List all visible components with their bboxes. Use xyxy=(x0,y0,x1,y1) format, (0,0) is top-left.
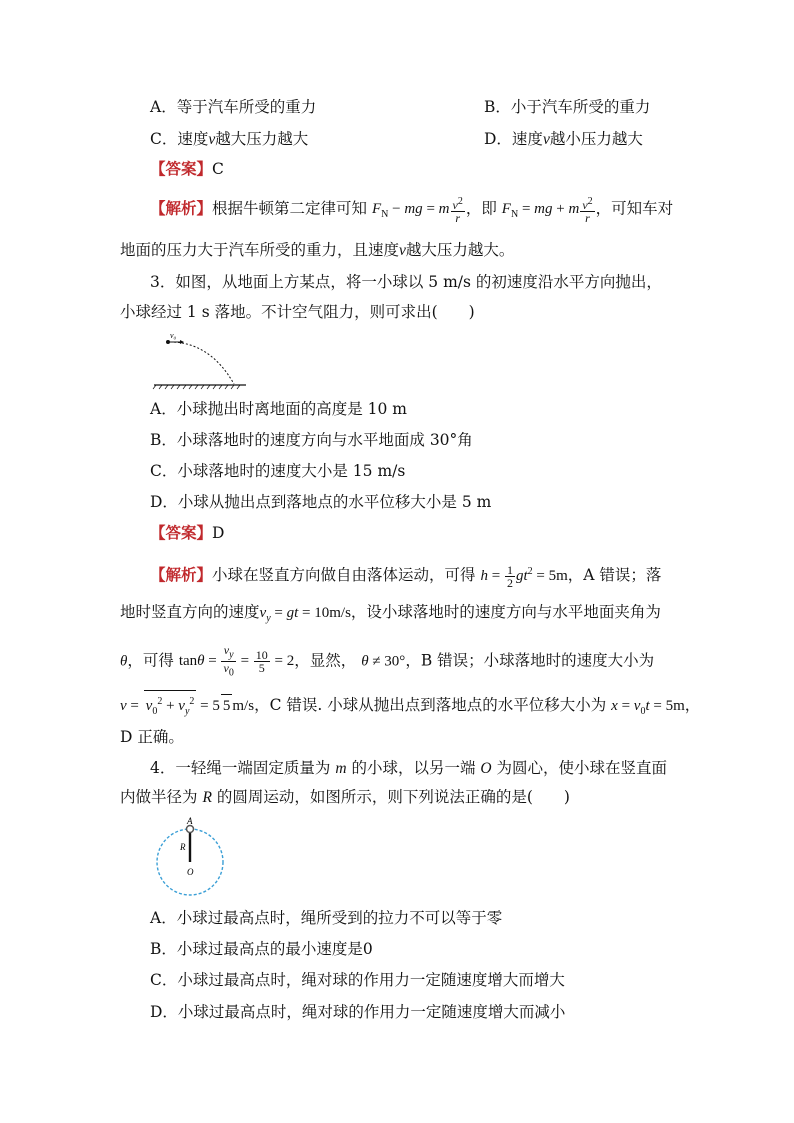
q3-option-d: D．小球从抛出点到落地点的水平位移大小是 5 m xyxy=(150,493,492,511)
q3-displacement-equation: $x = v_0t = 5m$ xyxy=(611,698,685,717)
q3-analysis-line5: D 正确。 xyxy=(120,728,184,746)
q3-option-c: C．小球落地时的速度大小是 15 m/s xyxy=(150,462,406,480)
q2-option-d: D．速度v越小压力越大 xyxy=(484,130,643,148)
q4-option-a: A．小球过最高点时，绳所受到的拉力不可以等于零 xyxy=(150,909,503,927)
q4-stem-line2: 内做半径为 R 的圆周运动，如图所示，则下列说法正确的是( ) xyxy=(120,788,570,806)
q3-height-equation: h = $\frac{1}{2}$ $gt^2 = 5m$ xyxy=(480,563,568,591)
q2-answer: 【答案】C xyxy=(150,159,224,178)
q2-analysis-line2: 地面的压力大于汽车所受的重力，且速度v越大压力越大。 xyxy=(120,241,515,259)
q4-figure-label-a: A xyxy=(187,816,193,826)
q3-analysis-line2: 地时竖直方向的速度$v_y$ = gt = 10m/s，设小球落地时的速度方向与水平地面夹角为 xyxy=(120,603,661,624)
q3-stem-line1: 3．如图，从地面上方某点，将一小球以 5 m/s 的初速度沿水平方向抛出， xyxy=(150,273,662,291)
q3-answer: 【答案】D xyxy=(150,523,225,542)
q4-figure-label-r: R xyxy=(180,842,186,852)
q3-analysis-line1: 【解析】小球在竖直方向做自由落体运动，可得 h = $\frac{1}{2}$ $gt^2 = 5m$，A 错误；落 xyxy=(150,563,662,591)
q2-option-c: C．速度v越大压力越大 xyxy=(150,130,309,148)
q4-stem-line1: 4．一轻绳一端固定质量为 m 的小球，以另一端 O 为圆心，使小球在竖直面 xyxy=(150,759,668,777)
q4-option-d: D．小球过最高点时，绳对球的作用力一定随速度增大而减小 xyxy=(150,1003,566,1021)
q2-option-b: B．小于汽车所受的重力 xyxy=(484,98,651,116)
q2-analysis-line1: 【解析】根据牛顿第二定律可知 $F_N$ − mg = m $\frac{v^2}{r}$ ，即 $F_N$ = mg + m $\frac{v^2}{r}$ ，可知车对 xyxy=(150,196,674,225)
q3-tan-equation: tanθ = $\frac{v_y}{v_0}$ = $\frac{10}{5}$ = 2 xyxy=(178,643,295,679)
q2-option-a: A．等于汽车所受的重力 xyxy=(150,98,317,116)
q3-projectile-figure xyxy=(150,330,250,390)
q3-vy-equation: $v_y$ = gt = 10m/s xyxy=(259,605,351,624)
q3-option-b: B．小球落地时的速度方向与水平地面成 30°角 xyxy=(150,431,473,449)
q2-equation-2: $F_N$ = mg + m $\frac{v^2}{r}$ xyxy=(501,196,593,225)
q3-figure-v0-label: v₀ xyxy=(170,331,177,340)
q3-angle-inequality: θ ≠ 30° xyxy=(361,653,406,670)
q3-stem-line2: 小球经过 1 s 落地。不计空气阻力，则可求出( ) xyxy=(120,303,475,321)
q2-equation-1: $F_N$ − mg = m $\frac{v^2}{r}$ xyxy=(371,196,463,225)
q3-speed-equation: $v = v_0^2 + v_y^2 = 5$ 5 m/s xyxy=(120,698,254,714)
q3-analysis-line3: θ，可得 tanθ = $\frac{v_y}{v_0}$ = $\frac{10}{5}$ = 2，显然， θ ≠ 30°，B 错误；小球落地时的速度大小为 xyxy=(120,643,655,679)
q3-option-a: A．小球抛出时离地面的高度是 10 m xyxy=(150,400,407,418)
q4-figure-label-o: O xyxy=(187,867,194,877)
q3-analysis-line4: $v = v_0^2 + v_y^2 = 5$ 5 m/s，C 错误. 小球从抛出点到落地点的水平位移大小为 $x = v_0t = 5m$， xyxy=(120,690,700,723)
q4-option-b: B．小球过最高点的最小速度是0 xyxy=(150,940,373,958)
q4-option-c: C．小球过最高点时，绳对球的作用力一定随速度增大而增大 xyxy=(150,971,565,989)
q4-circle-figure xyxy=(150,815,230,900)
